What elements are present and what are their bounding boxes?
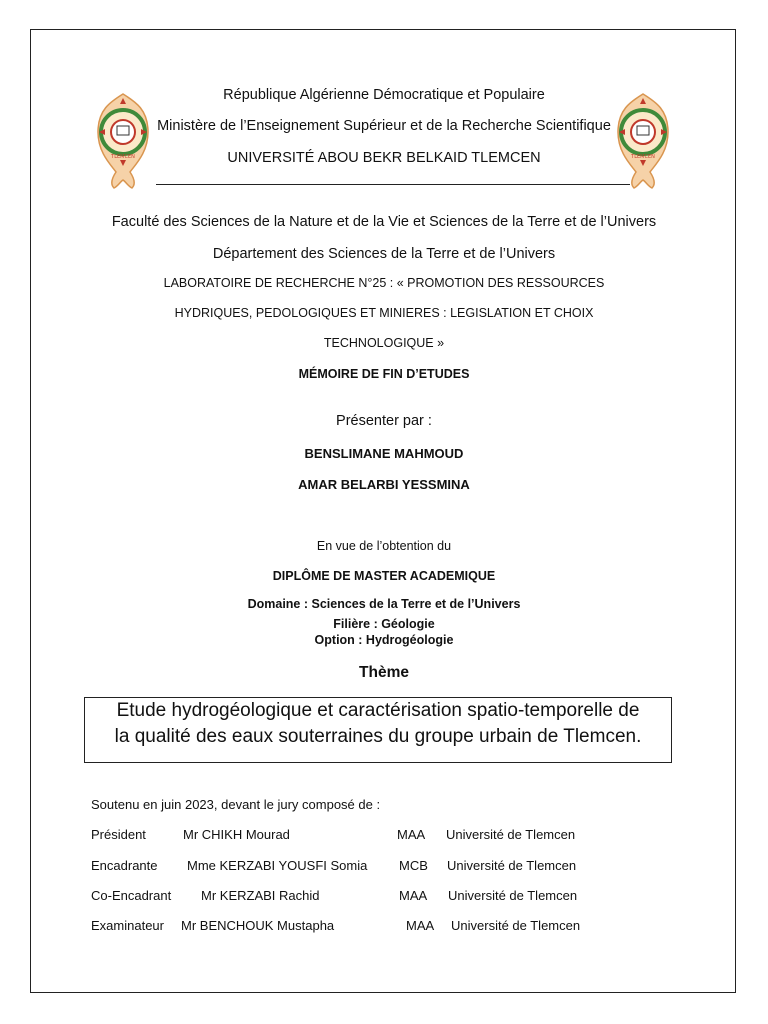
author-2: AMAR BELARBI YESSMINA <box>298 477 470 492</box>
jury-institution: Université de Tlemcen <box>447 858 577 873</box>
svg-text:TLEMCEN: TLEMCEN <box>631 154 655 160</box>
domain-text: Domaine : Sciences de la Terre et de l’Univers <box>247 597 521 611</box>
jury-role: Encadrante <box>91 858 158 873</box>
theme-line-1: Etude hydrogéologique et caractérisation spatio-temporelle de <box>116 700 640 721</box>
presented-by-label: Présenter par : <box>336 413 432 429</box>
university-name: UNIVERSITÉ ABOU BEKR BELKAID TLEMCEN <box>227 150 541 166</box>
jury-grade: MAA <box>406 918 435 933</box>
university-emblem-icon-right <box>610 88 676 192</box>
jury-institution: Université de Tlemcen <box>446 827 576 842</box>
jury-grade: MAA <box>399 888 428 903</box>
jury-grade: MAA <box>397 827 426 842</box>
theme-line-2: la qualité des eaux souterraines du groupe urbain de Tlemcen. <box>114 726 642 747</box>
jury-institution: Université de Tlemcen <box>451 918 581 933</box>
jury-name: Mme KERZABI YOUSFI Somia <box>187 858 368 873</box>
theme-box <box>84 697 672 763</box>
laboratory-line-3: TECHNOLOGIQUE » <box>323 336 445 350</box>
ministry-title: Ministère de l’Enseignement Supérieur et de la Recherche Scientifique <box>157 118 611 134</box>
diploma-title: DIPLÔME DE MASTER ACADEMIQUE <box>272 569 496 583</box>
jury-intro: Soutenu en juin 2023, devant le jury composé de : <box>91 797 381 812</box>
department-name: Département des Sciences de la Terre et de l’Univers <box>212 246 556 262</box>
university-emblem-icon-left <box>90 88 156 192</box>
memoire-title: MÉMOIRE DE FIN D’ETUDES <box>298 367 470 381</box>
jury-name: Mr KERZABI Rachid <box>201 888 320 903</box>
author-1: BENSLIMANE MAHMOUD <box>304 446 464 461</box>
jury-name: Mr BENCHOUK Mustapha <box>181 918 335 933</box>
header-divider <box>156 184 630 185</box>
laboratory-line-2: HYDRIQUES, PEDOLOGIQUES ET MINIERES : LEGISLATION ET CHOIX <box>174 306 594 320</box>
jury-grade: MCB <box>399 858 428 873</box>
jury-institution: Université de Tlemcen <box>448 888 578 903</box>
theme-label: Thème <box>359 664 409 681</box>
option-text: Option : Hydrogéologie <box>314 633 454 647</box>
republic-title: République Algérienne Démocratique et Populaire <box>223 87 545 103</box>
jury-name: Mr CHIKH Mourad <box>183 827 290 842</box>
faculty-name: Faculté des Sciences de la Nature et de la Vie et Sciences de la Terre et de l’Univers <box>111 214 657 230</box>
jury-role: Président <box>91 827 146 842</box>
filiere-text: Filière : Géologie <box>333 617 435 631</box>
jury-role: Examinateur <box>91 918 164 933</box>
jury-role: Co-Encadrant <box>91 888 172 903</box>
obtention-text: En vue de l’obtention du <box>316 539 452 553</box>
laboratory-line-1: LABORATOIRE DE RECHERCHE N°25 : « PROMOTION DES RESSOURCES <box>163 276 605 290</box>
svg-text:TLEMCEN: TLEMCEN <box>111 154 135 160</box>
